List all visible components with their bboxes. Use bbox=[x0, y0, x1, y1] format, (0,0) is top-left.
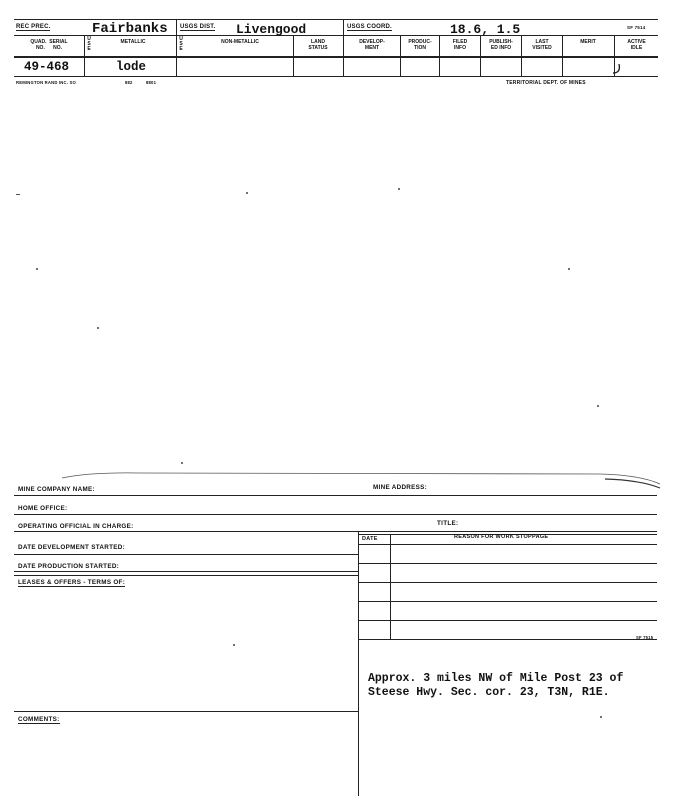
department-name: TERRITORIAL DEPT. OF MINES bbox=[506, 80, 586, 86]
col-last-visited: LAST VISITED bbox=[532, 39, 552, 51]
usgs-coord-label: USGS COORD. bbox=[347, 24, 392, 30]
rec-prec-label: REC PREC. bbox=[16, 24, 51, 30]
table-row-1 bbox=[358, 544, 657, 545]
divider-1 bbox=[176, 19, 177, 76]
col-development: DEVELOP- MENT bbox=[359, 39, 385, 51]
rule-home-office bbox=[14, 514, 657, 515]
col-published-info: PUBLISH- ED INFO bbox=[489, 39, 513, 51]
date-column-label: DATE bbox=[362, 536, 378, 542]
col-use-2: U S E bbox=[179, 36, 183, 52]
speck bbox=[600, 716, 602, 718]
record-metallic: lode bbox=[116, 60, 147, 74]
rec-prec-value: Fairbanks bbox=[92, 21, 168, 37]
printer-code-2: 8801 bbox=[146, 80, 157, 85]
divider-2 bbox=[343, 19, 344, 76]
table-row-2 bbox=[358, 563, 657, 564]
col-use-1: U S E bbox=[87, 36, 91, 52]
col-filed-info: FILED INFO bbox=[452, 39, 468, 51]
header-rule-top bbox=[14, 19, 658, 20]
speck bbox=[568, 268, 570, 270]
speck bbox=[16, 194, 20, 195]
speck bbox=[398, 188, 400, 190]
col-production: PRODUC- TION bbox=[408, 39, 432, 51]
rule-official bbox=[14, 531, 657, 532]
speck bbox=[597, 405, 599, 407]
rule-prod bbox=[14, 571, 358, 572]
speck bbox=[233, 644, 235, 646]
speck bbox=[181, 462, 183, 464]
usgs-dist-label: USGS DIST. bbox=[180, 24, 216, 30]
header-rule-bottom bbox=[14, 76, 658, 77]
back-center-divider bbox=[358, 531, 359, 796]
leases-offers-label: LEASES & OFFERS - TERMS OF: bbox=[18, 579, 126, 586]
speck bbox=[97, 327, 99, 329]
printer-credit: REMINGTON RAND INC. SO bbox=[16, 80, 76, 85]
date-production-label: DATE PRODUCTION STARTED: bbox=[18, 563, 120, 570]
rule-prod-2 bbox=[14, 575, 358, 576]
rule-comments bbox=[14, 711, 358, 712]
operating-official-label: OPERATING OFFICIAL IN CHARGE: bbox=[18, 523, 134, 530]
location-note: Approx. 3 miles NW of Mile Post 23 of Steese Hwy. Sec. cor. 23, T3N, R1E. bbox=[368, 672, 624, 699]
record-serial: 49-468 bbox=[24, 60, 70, 74]
speck bbox=[246, 192, 248, 194]
home-office-label: HOME OFFICE: bbox=[18, 505, 68, 512]
card-edge-curve bbox=[0, 470, 678, 490]
form-code-back: SF 7515 bbox=[636, 635, 654, 640]
col-merit: MERIT bbox=[580, 39, 596, 45]
col-non-metallic: NON-METALLIC bbox=[221, 39, 259, 45]
usgs-dist-value: Livengood bbox=[236, 22, 307, 37]
mine-address-label: MINE ADDRESS: bbox=[373, 484, 428, 491]
title-label: TITLE: bbox=[437, 520, 459, 527]
pencil-mark-icon bbox=[611, 62, 625, 76]
table-row-5 bbox=[358, 620, 657, 621]
rule-company bbox=[14, 495, 657, 496]
usgs-coord-value: 18.6, 1.5 bbox=[450, 22, 521, 37]
table-row-4 bbox=[358, 601, 657, 602]
table-row-6 bbox=[358, 639, 657, 640]
col-land-status: LAND STATUS bbox=[308, 39, 328, 51]
comments-label: COMMENTS: bbox=[18, 716, 60, 723]
date-development-label: DATE DEVELOPMENT STARTED: bbox=[18, 544, 125, 551]
col-quad-serial: QUAD. SERIAL NO. NO. bbox=[30, 39, 68, 51]
divider-land bbox=[293, 35, 294, 76]
col-active-idle: ACTIVE IDLE bbox=[627, 39, 646, 51]
speck bbox=[36, 268, 38, 270]
rule-dev bbox=[14, 554, 358, 555]
printer-code-1: 882 bbox=[125, 80, 133, 85]
col-metallic: METALLIC bbox=[120, 39, 146, 45]
form-code-front: SF 7514 bbox=[627, 25, 646, 30]
table-divider bbox=[390, 534, 391, 640]
mine-company-name-label: MINE COMPANY NAME: bbox=[18, 486, 95, 493]
reason-column-label: REASON FOR WORK STOPPAGE bbox=[454, 534, 549, 540]
table-row-3 bbox=[358, 582, 657, 583]
divider-quad bbox=[84, 35, 85, 76]
